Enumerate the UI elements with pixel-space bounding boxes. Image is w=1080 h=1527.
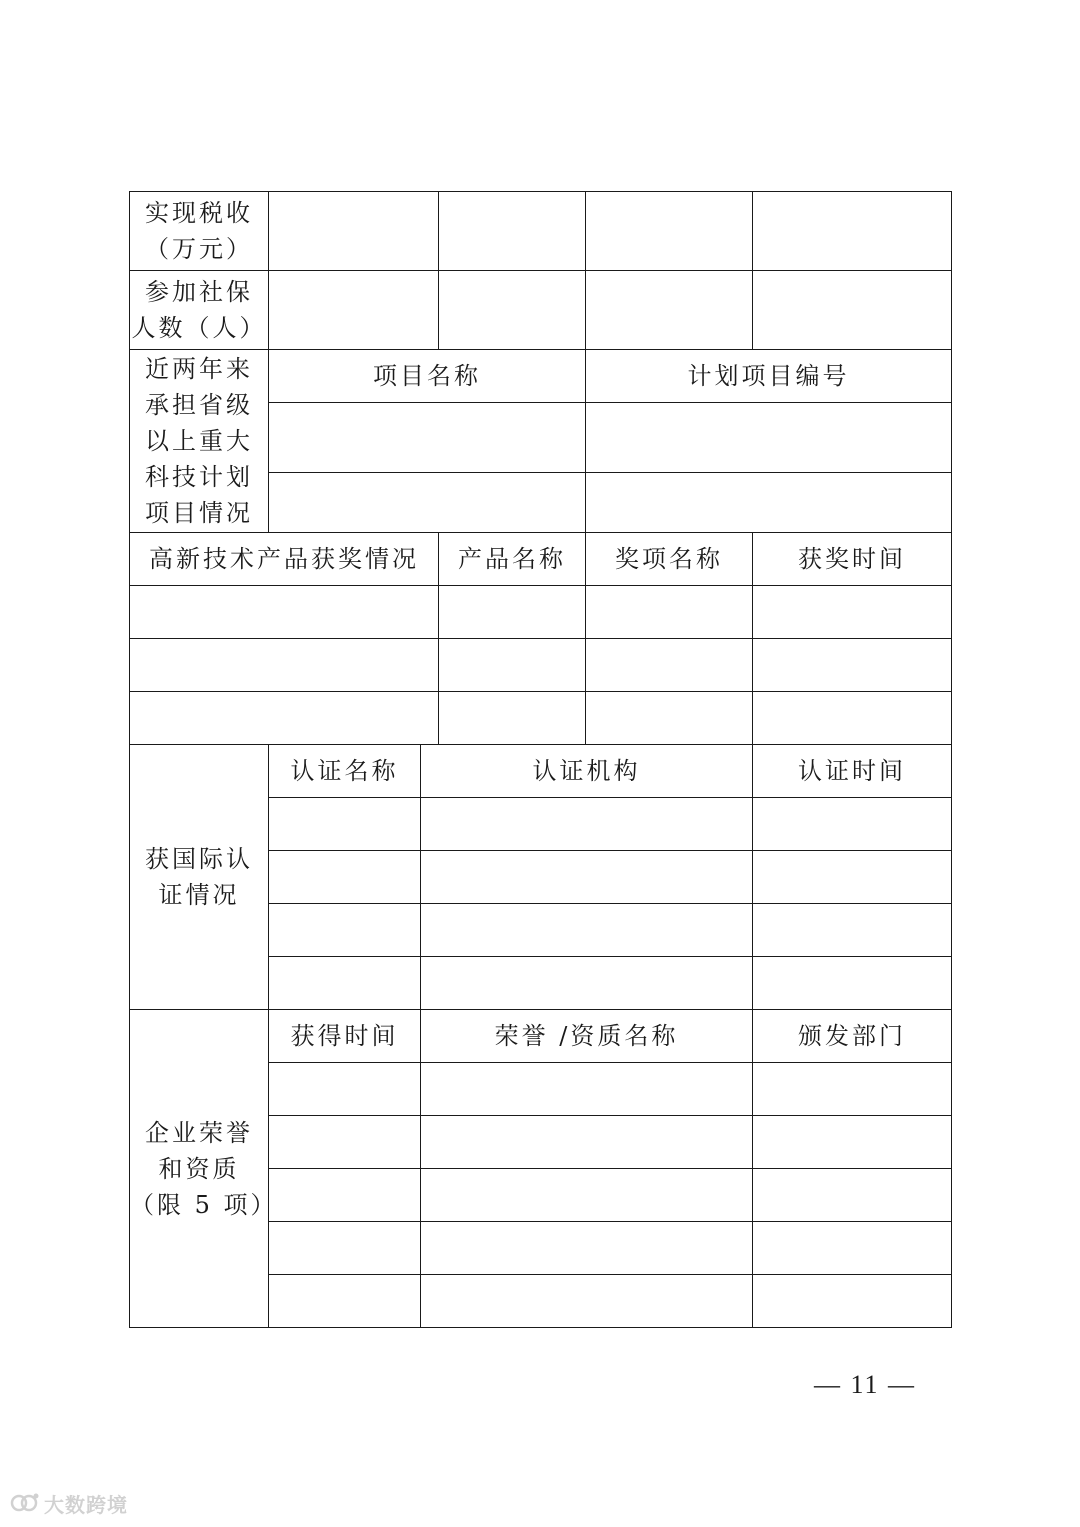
honors-label: 企业荣誉 和资质 （限 5 项） (130, 1010, 269, 1328)
tax-value-1[interactable] (269, 192, 439, 271)
tax-value-2[interactable] (439, 192, 586, 271)
honor-time-cell[interactable] (269, 1275, 421, 1328)
honor-time-cell[interactable] (269, 1169, 421, 1222)
award-entry-cell[interactable] (130, 692, 439, 745)
certification-header-row (130, 745, 952, 798)
page-number: — 11 — (813, 1370, 917, 1399)
honor-dept-cell[interactable] (753, 1169, 952, 1222)
tax-row (130, 192, 952, 271)
honor-name-cell[interactable] (421, 1063, 753, 1116)
social-value-1[interactable] (269, 271, 439, 350)
award-name-cell[interactable] (586, 639, 753, 692)
honor-time-cell[interactable] (269, 1063, 421, 1116)
cert-time-cell[interactable] (753, 798, 952, 851)
honor-dept-cell[interactable] (753, 1063, 952, 1116)
cert-name-cell[interactable] (269, 798, 421, 851)
cert-body-cell[interactable] (421, 904, 753, 957)
cert-time-cell[interactable] (753, 904, 952, 957)
certification-label: 获国际认 证情况 (130, 745, 269, 1010)
plan-number-cell[interactable] (586, 473, 952, 533)
tax-value-3[interactable] (586, 192, 753, 271)
product-name-cell[interactable] (439, 692, 586, 745)
award-name-cell[interactable] (586, 692, 753, 745)
award-row (130, 692, 952, 745)
honor-dept-cell[interactable] (753, 1116, 952, 1169)
award-entry-cell[interactable] (130, 586, 439, 639)
award-time-cell[interactable] (753, 586, 952, 639)
cert-name-cell[interactable] (269, 851, 421, 904)
award-entry-cell[interactable] (130, 639, 439, 692)
honor-time-cell[interactable] (269, 1222, 421, 1275)
social-value-2[interactable] (439, 271, 586, 350)
awards-label: 高新技术产品获奖情况 (130, 533, 439, 586)
brand-logo-icon (10, 1491, 40, 1515)
tax-label: 实现税收 （万元） (130, 192, 269, 271)
cert-body-cell[interactable] (421, 798, 753, 851)
social-value-4[interactable] (753, 271, 952, 350)
award-row (130, 586, 952, 639)
cert-name-header: 认证名称 (269, 745, 421, 798)
cert-time-header: 认证时间 (753, 745, 952, 798)
cert-body-header: 认证机构 (421, 745, 753, 798)
watermark-text: 大数跨境 (44, 1492, 128, 1517)
social-insurance-label: 参加社保 人数（人） (130, 271, 269, 350)
product-name-header: 产品名称 (439, 533, 586, 586)
award-time-cell[interactable] (753, 692, 952, 745)
honor-time-cell[interactable] (269, 1116, 421, 1169)
awards-header-row (130, 533, 952, 586)
honor-name-header: 荣誉 /资质名称 (421, 1010, 753, 1063)
social-value-3[interactable] (586, 271, 753, 350)
tax-value-4[interactable] (753, 192, 952, 271)
watermark (10, 1490, 128, 1516)
honor-dept-cell[interactable] (753, 1222, 952, 1275)
honor-name-cell[interactable] (421, 1116, 753, 1169)
honor-name-cell[interactable] (421, 1169, 753, 1222)
award-row (130, 639, 952, 692)
award-name-cell[interactable] (586, 586, 753, 639)
project-name-header: 项目名称 (269, 350, 586, 403)
cert-name-cell[interactable] (269, 957, 421, 1010)
plan-number-cell[interactable] (586, 403, 952, 473)
award-time-header: 获奖时间 (753, 533, 952, 586)
honor-name-cell[interactable] (421, 1275, 753, 1328)
honor-name-cell[interactable] (421, 1222, 753, 1275)
honor-time-header: 获得时间 (269, 1010, 421, 1063)
product-name-cell[interactable] (439, 639, 586, 692)
cert-body-cell[interactable] (421, 957, 753, 1010)
project-name-cell[interactable] (269, 403, 586, 473)
application-form-table (129, 191, 952, 1328)
honor-dept-cell[interactable] (753, 1275, 952, 1328)
projects-header-row (130, 350, 952, 403)
project-name-cell[interactable] (269, 473, 586, 533)
cert-time-cell[interactable] (753, 851, 952, 904)
honor-dept-header: 颁发部门 (753, 1010, 952, 1063)
award-name-header: 奖项名称 (586, 533, 753, 586)
product-name-cell[interactable] (439, 586, 586, 639)
award-time-cell[interactable] (753, 639, 952, 692)
cert-body-cell[interactable] (421, 851, 753, 904)
cert-time-cell[interactable] (753, 957, 952, 1010)
cert-name-cell[interactable] (269, 904, 421, 957)
social-insurance-row (130, 271, 952, 350)
honors-header-row (130, 1010, 952, 1063)
projects-label: 近两年来 承担省级 以上重大 科技计划 项目情况 (130, 350, 269, 533)
plan-number-header: 计划项目编号 (586, 350, 952, 403)
